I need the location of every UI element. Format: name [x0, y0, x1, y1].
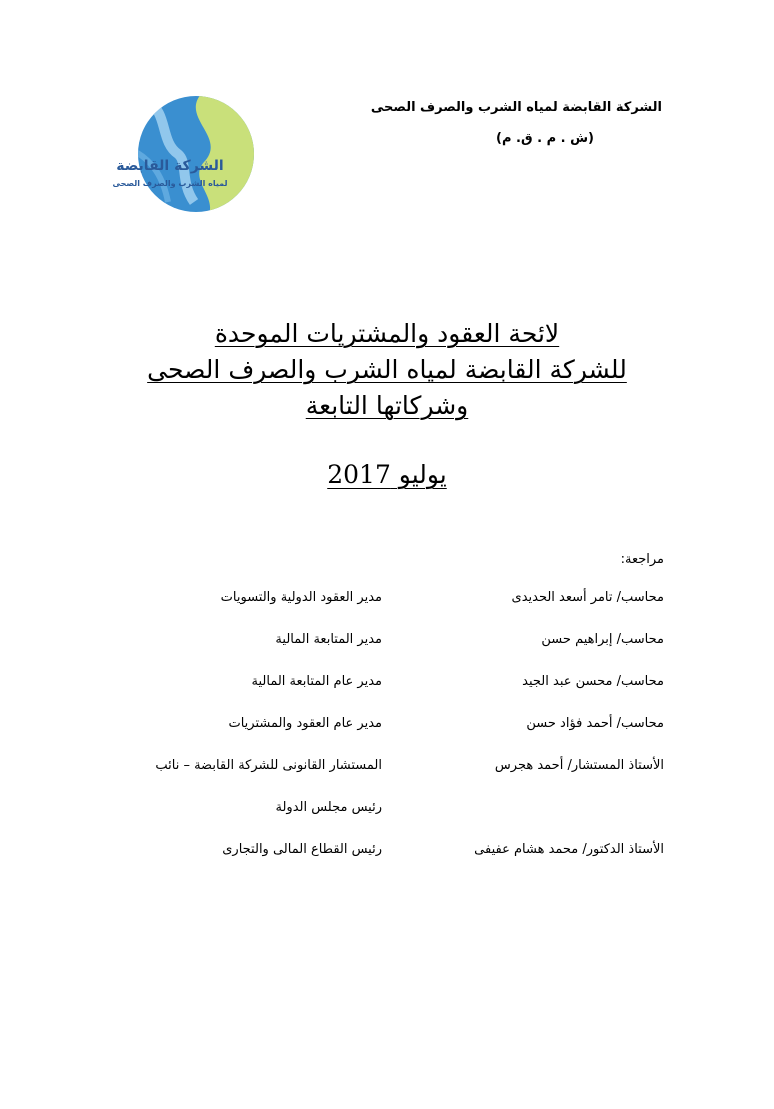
reviewer-role: رئيس القطاع المالى والتجارى: [222, 842, 382, 857]
reviewer-row: [0, 674, 774, 694]
title-line-2: للشركة القابضة لمياه الشرب والصرف الصحى: [147, 355, 627, 384]
org-name: الشركة القابضة لمياه الشرب والصرف الصحى: [370, 100, 662, 115]
date-text: يوليو 2017: [327, 460, 447, 489]
reviewer-row: [0, 842, 774, 862]
reviewer-role: مدير عام العقود والمشتريات: [228, 716, 382, 731]
reviewer-role: المستشار القانونى للشركة القابضة – نائب: [155, 758, 382, 773]
reviewer-row: [0, 716, 774, 736]
title-line-1: لائحة العقود والمشتريات الموحدة: [214, 319, 560, 348]
logo-text-line1: الشركة القابضة: [116, 158, 224, 174]
reviewer-name: محاسب/ إبراهيم حسن: [541, 632, 664, 647]
reviewer-row: [0, 632, 774, 652]
document-date: [0, 460, 774, 489]
reviewer-row: [0, 590, 774, 610]
logo-text-line2: لمياه الشرب والصرف الصحى: [112, 179, 228, 188]
reviewer-name: الأستاذ الدكتور/ محمد هشام عفيفى: [474, 842, 664, 857]
reviewer-role: رئيس مجلس الدولة: [275, 800, 382, 815]
reviewer-row: [0, 800, 774, 820]
reviewer-name: محاسب/ أحمد فؤاد حسن: [526, 716, 664, 731]
reviewer-role: مدير العقود الدولية والتسويات: [220, 590, 382, 605]
organization-header: [371, 100, 662, 146]
reviewer-name: الأستاذ المستشار/ أحمد هجرس: [494, 758, 664, 773]
review-label: مراجعة:: [620, 552, 664, 567]
reviewer-role: مدير المتابعة المالية: [275, 632, 382, 647]
company-logo: [108, 92, 260, 216]
title-line-3: وشركاتها التابعة: [305, 391, 469, 420]
reviewer-role: مدير عام المتابعة المالية: [251, 674, 382, 689]
reviewer-name: محاسب/ تامر أسعد الحديدى: [511, 590, 664, 605]
reviewer-name: محاسب/ محسن عبد الجيد: [522, 674, 664, 689]
document-title: [0, 316, 774, 424]
reviewer-row: [0, 758, 774, 778]
org-abbreviation: (ش . م . ق. م): [496, 131, 594, 146]
